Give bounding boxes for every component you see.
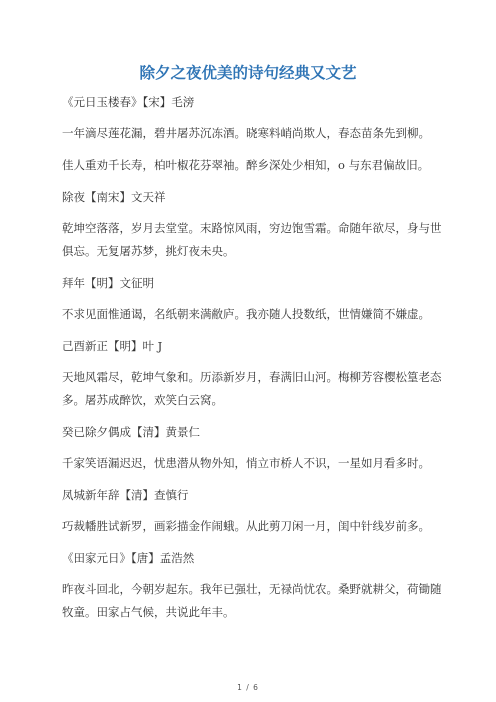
poem-heading: 癸已除夕偶成【清】黄景仁	[62, 425, 200, 439]
poem-text: 乾坤空落落，岁月去堂堂。末路惊风雨，穷边饱雪霜。命随年欲尽，身与世俱忘。无复屠苏梦，挑灯夜未央。	[62, 221, 442, 258]
poem-list	[62, 91, 442, 633]
poem-text: 佳人重劝千长寿，柏叶椒花芬翠袖。醉乡深处少相知，o 与东君偏故旧。	[62, 158, 430, 172]
page-number: 1 / 6	[237, 683, 259, 692]
poem-text: 天地风霜尽，乾坤气象和。历添新岁月，春满旧山河。梅柳芳容樱松篁老态多。屠苏成醉饮，欢笑白云窝。	[62, 370, 442, 407]
poem-heading: 除夜【南宋】文天祥	[62, 190, 166, 204]
poem-text: 巧裁幡胜试新罗，画彩描金作闹蛾。从此剪刀闲一月，闺中针线岁前多。	[62, 519, 430, 533]
poem-heading: 《田家元日》【唐】孟浩然	[62, 551, 195, 565]
poem-heading: 《元日玉楼春》【宋】毛滂	[62, 95, 195, 109]
poem-text: 千家笑语漏迟迟，忧患潜从物外知，悄立市桥人不识，一星如月看多时。	[62, 456, 430, 470]
poem-text: 不求见面惟通谒，名纸朝来满敝庐。我亦随人投数纸，世情嫌简不嫌虚。	[62, 307, 430, 321]
poem-text: 一年滴尽莲花漏，碧井屠苏沉冻酒。晓寒料峭尚欺人，春态苗条先到柳。	[62, 126, 430, 140]
poem-heading: 拜年【明】文征明	[62, 276, 154, 290]
page-title: 除夕之夜优美的诗句经典又文艺	[139, 64, 357, 82]
poem-heading: 己酉新正【明】叶 J	[62, 339, 163, 353]
poem-text: 昨夜斗回北，今朝岁起东。我年已强壮，无禄尚忧农。桑野就耕父，荷锄随牧童。田家占气候，共说此年丰。	[62, 582, 442, 619]
poem-heading: 凤城新年辞【清】查慎行	[62, 488, 189, 502]
